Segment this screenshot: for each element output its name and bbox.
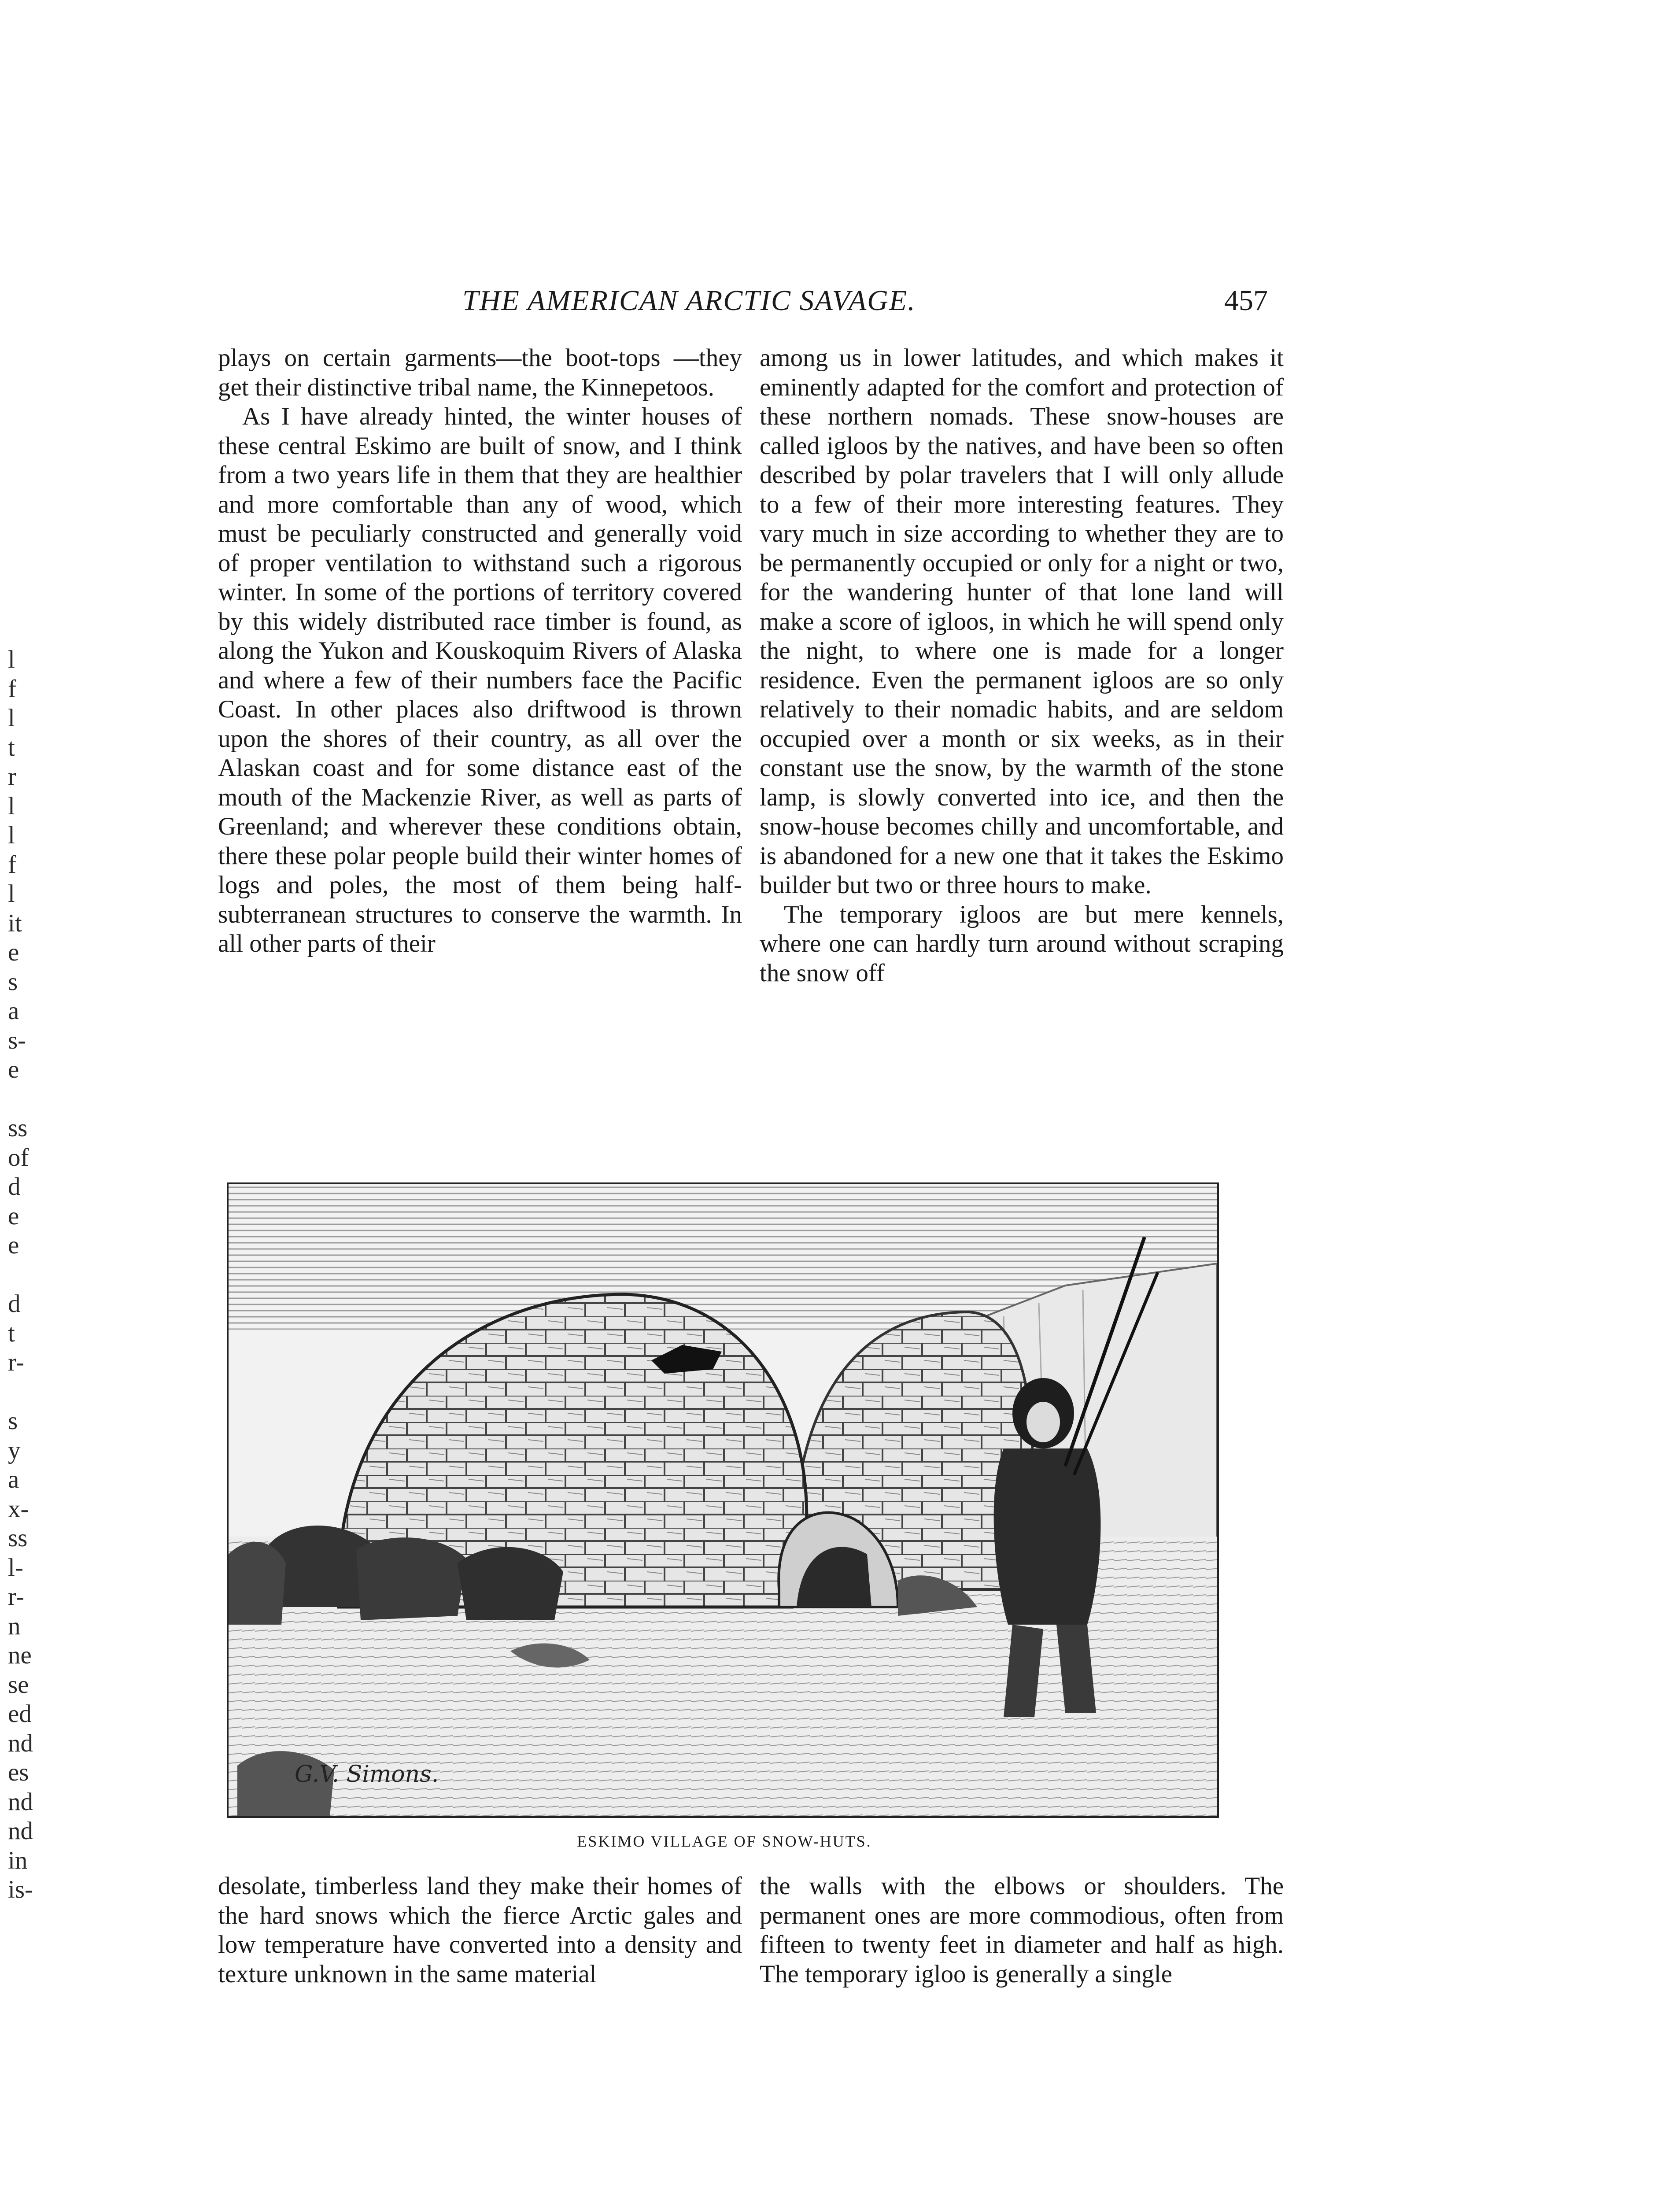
paragraph: As I have already hinted, the winter houses of these central Eskimo are built of snow, and I think from a two years life in them that they are healthier and more comfortable than any of wood, which must be peculiarly constructed and generally void of proper ventilation to withstand such a rigorous winter. In some of the portions of territory covered by this widely distributed race timber is found, as along the Yukon and Kouskoquim Rivers of Alaska and where a few of their numbers face the Pacific Coast. In other places also driftwood is thrown upon the shores of their country, as all over the Alaskan coast and for some distance east of the mouth of the Mackenzie River, as well as parts of Greenland; and wherever these conditions obtain, there these polar people build their winter homes of logs and poles, the most of them being half-subterranean structures to conserve the warmth. In all other parts of their [218,403,742,957]
paragraph: desolate, timberless land they make their homes of the hard snows which the fierce Arctic gales and low temperature have converted into a density and texture unknown in the same material [218,1872,742,1988]
figure-caption: ESKIMO VILLAGE OF SNOW-HUTS. [577,1833,872,1850]
left-column-top [218,344,742,959]
paragraph: The temporary igloos are but mere kennels, where one can hardly turn around without scraping the snow off [760,900,1284,987]
page-number: 457 [1224,284,1268,317]
igloo-village-illustration [229,1184,1217,1816]
running-header: THE AMERICAN ARCTIC SAVAGE. [462,284,916,317]
paragraph: plays on certain garments—the boot-tops —they get their distinctive tribal name, the Kinnepetoos. [218,344,742,401]
paragraph: among us in lower latitudes, and which makes it eminently adapted for the comfort and protection of these northern nomads. These snow-houses are called igloos by the natives, and have been so often described by polar travelers that I will only allude to a few of their more interesting features. They vary much in size according to whether they are to be permanently occupied or only for a night or two, for the wandering hunter of that lone land will make a score of igloos, in which he will spend only the night, to where one is made for a longer residence. Even the permanent igloos are so only relatively to their nomadic habits, and are seldom occupied over a month or six weeks, as in their constant use the snow, by the warmth of the stone lamp, is slowly converted into ice, and then the snow-house becomes chilly and uncomfortable, and is abandoned for a new one that it takes the Eskimo builder but two or three hours to make. [760,344,1284,899]
left-column-bottom [218,1872,742,1989]
right-column-top [760,344,1284,988]
engraving-illustration [227,1182,1219,1818]
paragraph: the walls with the elbows or shoulders. The permanent ones are more commodious, often from fifteen to twenty feet in diameter and half as high. The temporary igloo is generally a single [760,1872,1284,1988]
adjacent-page-bleed: l f l t r l l f l it e s a s- e ss of d e e d t r- s y a x- ss l- r- n ne se ed nd es nd nd in is- [8,646,33,1903]
artist-signature: G.V. Simons. [295,1761,439,1788]
right-column-bottom [760,1872,1284,1989]
